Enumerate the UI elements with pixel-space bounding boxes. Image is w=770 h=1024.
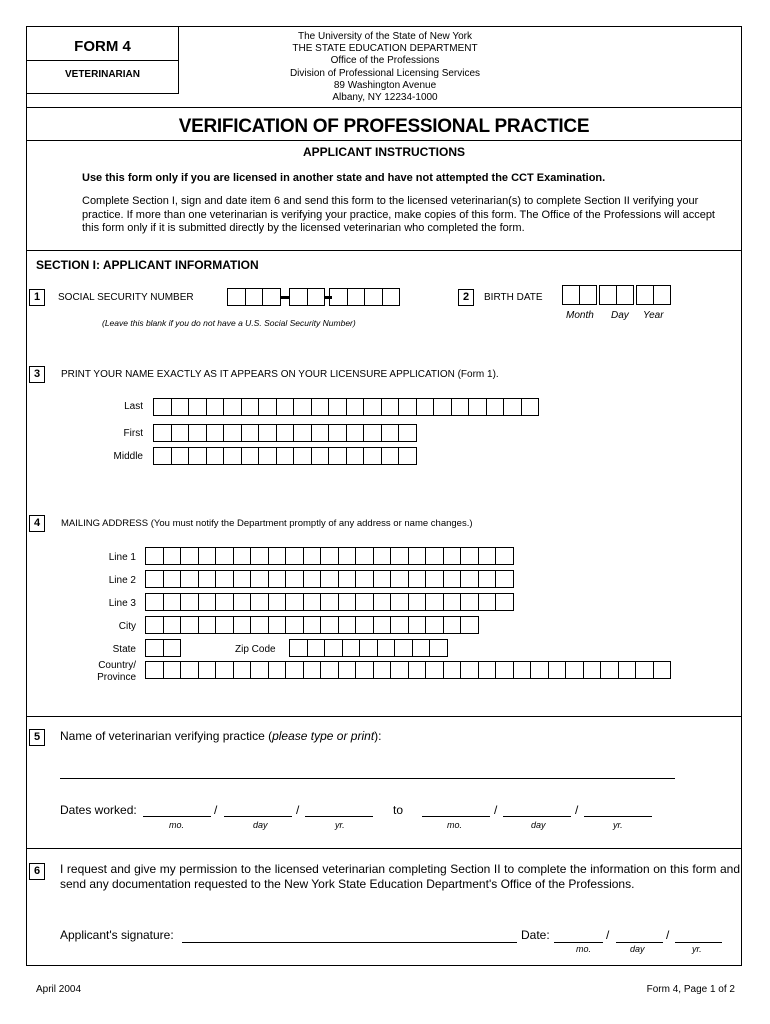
agency-address: The University of the State of New York THE STATE EDUCATION DEPARTMENT Office of the Professions Division of Professional Licensing Services 89 Washington Avenue Albany, NY 12234-1000 [289,31,481,104]
start-mo-caption: mo. [169,820,185,830]
first-name-label: First [123,428,143,439]
ssn-note: (Leave this blank if you do not have a U.S. Social Security Number) [102,318,356,328]
last-name-boxes[interactable] [153,398,538,416]
date-sep: / [214,803,218,817]
permission-text: I request and give my permission to the licensed veterinarian completing Section II to complete the information on this form and send any documentation requested to the New York State Education Department's Office of the Professions. [60,862,740,891]
city-label: City [118,621,136,632]
item-2-number: 2 [458,289,474,306]
birth-day-caption: Day [611,310,629,321]
last-name-label: Last [124,401,143,412]
sign-month-line[interactable] [554,942,603,943]
section1-heading: SECTION I: APPLICANT INFORMATION [36,258,259,272]
address-line1-boxes[interactable] [145,547,513,565]
end-day-line[interactable] [503,816,571,817]
date-sep: / [575,803,579,817]
date-sep: / [666,928,670,942]
name-instruction: PRINT YOUR NAME EXACTLY AS IT APPEARS ON YOUR LICENSURE APPLICATION (Form 1). [61,369,499,380]
middle-name-boxes[interactable] [153,447,416,465]
sign-mo-caption: mo. [576,944,592,954]
start-yr-caption: yr. [335,820,345,830]
instructions-heading: APPLICANT INSTRUCTIONS [303,145,465,159]
address-line2-boxes[interactable] [145,570,513,588]
birth-date-label: BIRTH DATE [484,292,543,303]
state-label: State [112,644,136,655]
item-5-number: 5 [29,729,45,746]
birth-day-boxes[interactable] [599,285,633,305]
zip-label: Zip Code [235,644,276,655]
date-sep: / [296,803,300,817]
dates-worked-label: Dates worked: [60,803,137,817]
sign-day-line[interactable] [616,942,663,943]
page-title: VERIFICATION OF PROFESSIONAL PRACTICE [178,116,590,137]
address-instruction: MAILING ADDRESS (You must notify the Department promptly of any address or name changes.) [61,518,473,529]
item-3-number: 3 [29,366,45,383]
ssn-group-boxes[interactable] [289,288,324,306]
sign-year-line[interactable] [675,942,722,943]
item-4-number: 4 [29,515,45,532]
sign-day-caption: day [630,944,645,954]
address-line1-label: Line 1 [108,552,136,563]
ssn-serial-boxes[interactable] [329,288,399,306]
end-yr-caption: yr. [613,820,623,830]
birth-year-boxes[interactable] [636,285,670,305]
footer-page: Form 4, Page 1 of 2 [646,984,735,995]
middle-name-label: Middle [113,451,143,462]
end-day-caption: day [531,820,546,830]
start-month-line[interactable] [143,816,211,817]
country-boxes[interactable] [145,661,670,679]
to-label: to [393,803,404,817]
date-sep: / [606,928,610,942]
address-line3-boxes[interactable] [145,593,513,611]
verifier-name-label: Name of veterinarian verifying practice (please type or print): [60,729,382,743]
address-line2-label: Line 2 [108,575,136,586]
end-month-line[interactable] [422,816,490,817]
instructions-body: Complete Section I, sign and date item 6 and send this form to the licensed veterinarian(s) to complete Section II verifying your practice. If more than one veterinarian is verifying your practice, make copies of this form. The Office of the Professions will accept this form only if it is submitted directly by the licensed veterinarian who completed the form. [82,195,715,234]
start-day-line[interactable] [224,816,292,817]
start-year-line[interactable] [305,816,373,817]
item-1-number: 1 [29,289,45,306]
start-day-caption: day [253,820,268,830]
form-number: FORM 4 [74,38,131,55]
ssn-label: SOCIAL SECURITY NUMBER [58,292,194,303]
ssn-dash [281,296,289,299]
ssn-area-boxes[interactable] [227,288,280,306]
footer-date: April 2004 [36,984,82,995]
country-label: Country/ Province [97,660,136,683]
signature-line[interactable] [182,942,517,943]
address-line3-label: Line 3 [108,598,136,609]
signature-label: Applicant's signature: [60,928,174,942]
end-mo-caption: mo. [447,820,463,830]
birth-month-boxes[interactable] [562,285,596,305]
state-boxes[interactable] [145,639,180,657]
end-year-line[interactable] [584,816,652,817]
instructions-note: Use this form only if you are licensed in another state and have not attempted the CCT Examination. [82,172,606,184]
birth-year-caption: Year [643,310,664,321]
first-name-boxes[interactable] [153,424,416,442]
verifier-name-line[interactable] [60,778,675,779]
profession-label: VETERINARIAN [64,69,140,80]
item-6-number: 6 [29,863,45,880]
signature-date-label: Date: [521,928,550,942]
sign-yr-caption: yr. [692,944,702,954]
zip-boxes[interactable] [289,639,447,657]
city-boxes[interactable] [145,616,478,634]
form-frame [26,26,742,966]
date-sep: / [494,803,498,817]
birth-month-caption: Month [566,310,594,321]
